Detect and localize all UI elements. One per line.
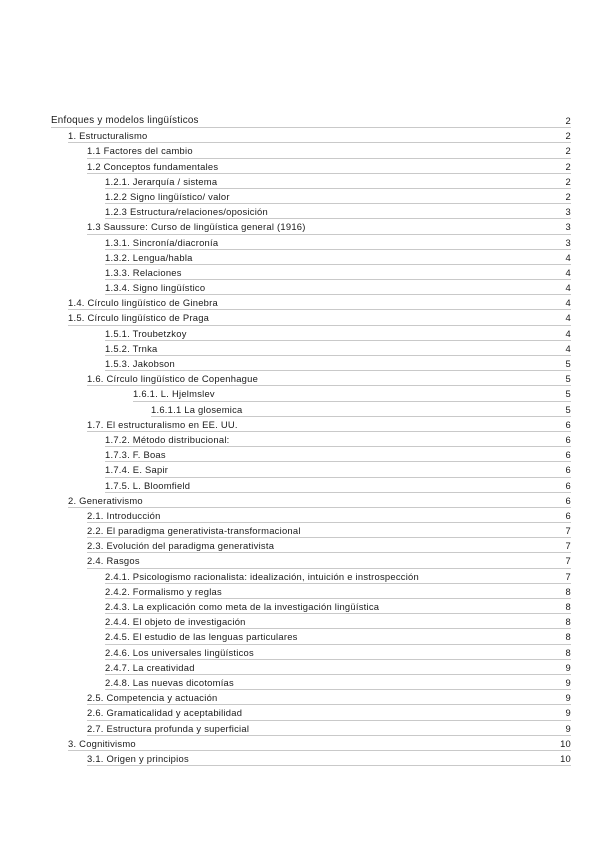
- toc-entry-title: 1.7.2. Método distribucional:: [105, 433, 230, 445]
- toc-entry[interactable]: [0, 310, 600, 325]
- toc-entry-title: 2.5. Competencia y actuación: [87, 692, 218, 704]
- toc-entry[interactable]: [0, 690, 600, 705]
- toc-entry[interactable]: [0, 189, 600, 204]
- toc-entry-page-number: 5: [565, 373, 571, 385]
- toc-entry-title: 2.4.2. Formalismo y reglas: [105, 585, 222, 597]
- toc-entry-page-number: 6: [565, 509, 571, 521]
- toc-entry-title: 1.7.5. L. Bloomfield: [105, 479, 191, 491]
- toc-entry-page-number: 8: [565, 616, 571, 628]
- toc-entry-page-number: 7: [565, 570, 571, 582]
- toc-entry-title: 2.4.8. Las nuevas dicotomías: [105, 676, 234, 688]
- toc-entry-title: 1.2.3 Estructura/relaciones/oposición: [105, 206, 268, 218]
- toc-entry-page-number: 5: [565, 388, 571, 400]
- toc-entry[interactable]: [0, 417, 600, 432]
- toc-entry-title: 1.3.2. Lengua/habla: [105, 251, 193, 263]
- toc-entry[interactable]: [0, 645, 600, 660]
- toc-entry[interactable]: [0, 478, 600, 493]
- toc-entry[interactable]: [0, 599, 600, 614]
- toc-entry[interactable]: [0, 371, 600, 386]
- toc-entry-page-number: 2: [565, 190, 571, 202]
- toc-entry-title: 2.4.3. La explicación como meta de la investigación lingüística: [105, 601, 380, 612]
- toc-entry-page-number: 2: [565, 130, 571, 142]
- toc-entry-title: 1.4. Círculo lingüístico de Ginebra: [68, 297, 218, 309]
- toc-entry-page-number: 10: [560, 737, 571, 749]
- toc-entry[interactable]: [0, 675, 600, 690]
- toc-entry-title: 1.2.2 Signo lingüístico/ valor: [105, 190, 230, 202]
- toc-entry-page-number: 5: [565, 358, 571, 369]
- toc-entry[interactable]: [0, 356, 600, 371]
- toc-entry[interactable]: [0, 523, 600, 538]
- toc-entry-title: 3. Cognitivismo: [68, 737, 136, 749]
- toc-entry-title: 1.6.1.1 La glosemica: [151, 403, 243, 415]
- toc-entry-title: 1.5.3. Jakobson: [105, 358, 175, 369]
- toc-entry-title: 2.4.5. El estudio de las lenguas particulares: [105, 631, 298, 643]
- toc-entry[interactable]: [0, 386, 600, 401]
- toc-entry-page-number: 8: [565, 585, 571, 597]
- toc-entry-title: 1.5.2. Trnka: [105, 342, 158, 354]
- toc-entry[interactable]: [0, 219, 600, 234]
- toc-entry-title: 2.3. Evolución del paradigma generativista: [87, 540, 275, 552]
- toc-entry-page-number: 7: [565, 525, 571, 537]
- toc-entry-title: 1.3.4. Signo lingüístico: [105, 282, 206, 294]
- toc-entry-title: 1.6. Círculo lingüístico de Copenhague: [87, 373, 259, 385]
- toc-entry-page-number: 9: [565, 692, 571, 704]
- toc-entry-page-number: 3: [565, 221, 571, 233]
- toc-entry-page-number: 10: [560, 752, 571, 764]
- toc-entry-page-number: 4: [565, 282, 571, 294]
- toc-entry-page-number: 6: [565, 479, 571, 491]
- toc-entry-page-number: 9: [565, 722, 571, 734]
- toc-entry-title: 1.6.1. L. Hjelmslev: [133, 388, 215, 400]
- toc-entry-page-number: 4: [565, 342, 571, 354]
- toc-entry[interactable]: [0, 341, 600, 356]
- toc-entry[interactable]: [0, 751, 600, 766]
- toc-entry-title: 2.4.6. Los universales lingüísticos: [105, 646, 254, 658]
- toc-entry[interactable]: [0, 660, 600, 675]
- toc-entry-title: 1.1 Factores del cambio: [87, 145, 193, 157]
- toc-entry[interactable]: [0, 128, 600, 143]
- toc-entry-page-number: 4: [565, 251, 571, 263]
- toc-entry-title: 2.1. Introducción: [87, 509, 161, 521]
- toc-entry-title: 1.7.4. E. Sapir: [105, 464, 169, 476]
- toc-entry-page-number: 8: [565, 646, 571, 658]
- toc-entry-page-number: 4: [565, 327, 571, 339]
- toc-entry-page-number: 6: [565, 418, 571, 430]
- toc-entry[interactable]: [0, 143, 600, 158]
- toc-entry-title: 2.7. Estructura profunda y superficial: [87, 722, 250, 734]
- toc-entry-title: 2.4.4. El objeto de investigación: [105, 616, 246, 628]
- toc-entry[interactable]: [0, 705, 600, 720]
- toc-entry-title: 1.7.3. F. Boas: [105, 449, 166, 461]
- toc-entry-page-number: 5: [565, 403, 571, 415]
- toc-entry[interactable]: [0, 538, 600, 553]
- toc-entry-page-number: 4: [565, 312, 571, 324]
- toc-entry-page-number: 2: [565, 175, 571, 187]
- table-of-contents: [0, 113, 600, 766]
- toc-entry-page-number: 3: [565, 236, 571, 248]
- toc-entry-page-number: 8: [565, 601, 571, 612]
- toc-entry-page-number: 8: [565, 631, 571, 643]
- toc-entry[interactable]: [0, 113, 600, 128]
- toc-entry[interactable]: [0, 569, 600, 584]
- toc-entry-title: 2.4.1. Psicologismo racionalista: idealización, intuición e instrospección: [105, 570, 419, 582]
- toc-entry[interactable]: [0, 721, 600, 736]
- toc-entry[interactable]: [0, 584, 600, 599]
- toc-entry-title: 2.6. Gramaticalidad y aceptabilidad: [87, 707, 243, 719]
- toc-entry[interactable]: [0, 159, 600, 174]
- toc-entry[interactable]: [0, 204, 600, 219]
- toc-entry[interactable]: [0, 447, 600, 462]
- toc-entry-page-number: 6: [565, 494, 571, 506]
- toc-entry-title: 1.3 Saussure: Curso de lingüística general (1916): [87, 221, 306, 233]
- toc-entry-page-number: 2: [565, 115, 571, 126]
- toc-entry[interactable]: [0, 326, 600, 341]
- toc-entry-page-number: 2: [565, 145, 571, 157]
- toc-entry-page-number: 9: [565, 661, 571, 673]
- toc-entry-title: Enfoques y modelos lingüísticos: [51, 115, 199, 126]
- toc-entry-page-number: 2: [565, 160, 571, 172]
- toc-entry-title: 1.3.3. Relaciones: [105, 266, 182, 278]
- toc-entry-page-number: 4: [565, 266, 571, 278]
- toc-entry-page-number: 7: [565, 555, 571, 567]
- toc-entry-title: 2.4.7. La creatividad: [105, 661, 195, 673]
- toc-entry-page-number: 6: [565, 464, 571, 476]
- toc-entry[interactable]: [0, 402, 600, 417]
- toc-entry-underline: [87, 765, 571, 766]
- toc-entry[interactable]: [0, 736, 600, 751]
- toc-entry[interactable]: [0, 295, 600, 310]
- toc-entry-page-number: 9: [565, 707, 571, 719]
- toc-entry-page-number: 3: [565, 206, 571, 218]
- toc-entry-title: 2. Generativismo: [68, 494, 143, 506]
- toc-entry-title: 1.5. Círculo lingüístico de Praga: [68, 312, 210, 324]
- toc-entry-page-number: 9: [565, 676, 571, 688]
- toc-entry[interactable]: [0, 265, 600, 280]
- toc-entry[interactable]: [0, 629, 600, 644]
- toc-entry-title: 1.7. El estructuralismo en EE. UU.: [87, 418, 238, 430]
- toc-entry-title: 2.2. El paradigma generativista-transformacional: [87, 525, 301, 537]
- toc-entry-title: 1.2 Conceptos fundamentales: [87, 160, 219, 172]
- toc-entry-title: 1. Estructuralismo: [68, 130, 148, 142]
- toc-entry[interactable]: [0, 432, 600, 447]
- toc-entry[interactable]: [0, 235, 600, 250]
- toc-entry-title: 3.1. Origen y principios: [87, 752, 189, 764]
- toc-entry-title: 1.5.1. Troubetzkoy: [105, 327, 187, 339]
- toc-entry[interactable]: [0, 462, 600, 477]
- toc-entry-title: 2.4. Rasgos: [87, 555, 140, 567]
- toc-entry[interactable]: [0, 553, 600, 568]
- toc-entry[interactable]: [0, 174, 600, 189]
- toc-entry-page-number: 4: [565, 297, 571, 309]
- toc-entry[interactable]: [0, 508, 600, 523]
- toc-entry[interactable]: [0, 493, 600, 508]
- toc-entry-title: 1.3.1. Sincronía/diacronía: [105, 236, 219, 248]
- toc-entry-page-number: 7: [565, 540, 571, 552]
- toc-entry[interactable]: [0, 280, 600, 295]
- toc-entry-title: 1.2.1. Jerarquía / sistema: [105, 175, 218, 187]
- toc-entry[interactable]: [0, 250, 600, 265]
- toc-entry-page-number: 6: [565, 449, 571, 461]
- toc-entry-page-number: 6: [565, 433, 571, 445]
- toc-entry[interactable]: [0, 614, 600, 629]
